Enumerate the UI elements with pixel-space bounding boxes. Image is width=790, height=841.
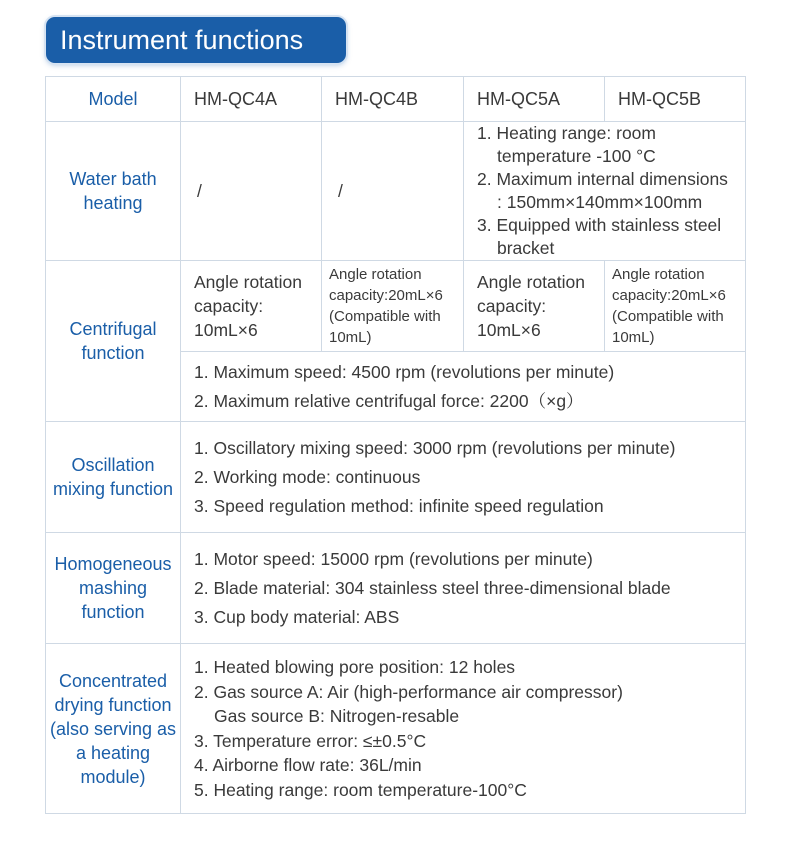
model-qc4b: HM-QC4B [322,77,464,122]
list-item: 1. Motor speed: 15000 rpm (revolutions per minute) [194,548,593,569]
centrifugal-specs [181,352,746,422]
oscillation-row [46,422,746,533]
model-qc5a: HM-QC5A [464,77,605,122]
list-item: 2. Working mode: continuous [194,466,421,487]
drying-specs [181,644,746,814]
water-bath-qc4a: / [181,122,322,261]
model-header: Model [46,77,181,122]
water-bath-qc4b: / [322,122,464,261]
list-item: 1. Heated blowing pore position: 12 holes [194,657,516,677]
homogeneous-row [46,533,746,644]
drying-label: Concentrated drying function (also serving as a heating module) [46,644,181,814]
list-item: 1. Maximum speed: 4500 rpm (revolutions per minute) [194,361,615,382]
water-bath-specs [464,122,746,261]
centrifugal-label: Centrifugal function [46,261,181,422]
list-item: 2. Maximum internal dimensions [477,169,728,189]
list-item: 5. Heating range: room temperature-100°C [194,779,527,800]
oscillation-specs [181,422,746,533]
list-item: : 150mm×140mm×100mm [497,192,703,212]
list-item: 2. Maximum relative centrifugal force: 2200（×g） [194,390,584,411]
list-item: 3. Equipped with stainless steel [477,215,722,235]
page-title: Instrument functions [46,17,346,63]
centrifugal-qc5b: Angle rotation capacity:20mL×6 (Compatible with 10mL) [605,261,746,352]
list-item: 3. Temperature error: ≤±0.5°C [194,730,427,751]
water-bath-row [46,122,746,261]
homogeneous-specs [181,533,746,644]
list-item: 2. Blade material: 304 stainless steel three-dimensional blade [194,577,671,598]
drying-row [46,644,746,814]
model-qc4a: HM-QC4A [181,77,322,122]
list-item: 2. Gas source A: Air (high-performance air compressor) [194,681,623,702]
homogeneous-list [194,548,735,629]
centrifugal-qc4a: Angle rotation capacity: 10mL×6 [181,261,322,352]
centrifugal-list [194,361,735,413]
list-item: 3. Cup body material: ABS [194,606,400,627]
drying-list [194,655,735,802]
centrifugal-qc4b: Angle rotation capacity:20mL×6 (Compatible with 10mL) [322,261,464,352]
centrifugal-qc5a: Angle rotation capacity: 10mL×6 [464,261,605,352]
oscillation-label: Oscillation mixing function [46,422,181,533]
water-bath-label: Water bath heating [46,122,181,261]
header-row [46,77,746,122]
list-item: 4. Airborne flow rate: 36L/min [194,755,422,775]
list-item: 1. Heating range: room [477,123,656,143]
list-item: bracket [497,238,555,258]
list-item: Gas source B: Nitrogen-resable [214,706,460,726]
homogeneous-label: Homogeneous mashing function [46,533,181,644]
oscillation-list [194,437,735,518]
functions-table [45,76,746,814]
list-item: 1. Oscillatory mixing speed: 3000 rpm (revolutions per minute) [194,437,676,458]
water-bath-list [477,122,735,260]
model-qc5b: HM-QC5B [605,77,746,122]
list-item: temperature -100 °C [497,146,656,166]
centrifugal-row [46,261,746,352]
list-item: 3. Speed regulation method: infinite speed regulation [194,495,604,516]
